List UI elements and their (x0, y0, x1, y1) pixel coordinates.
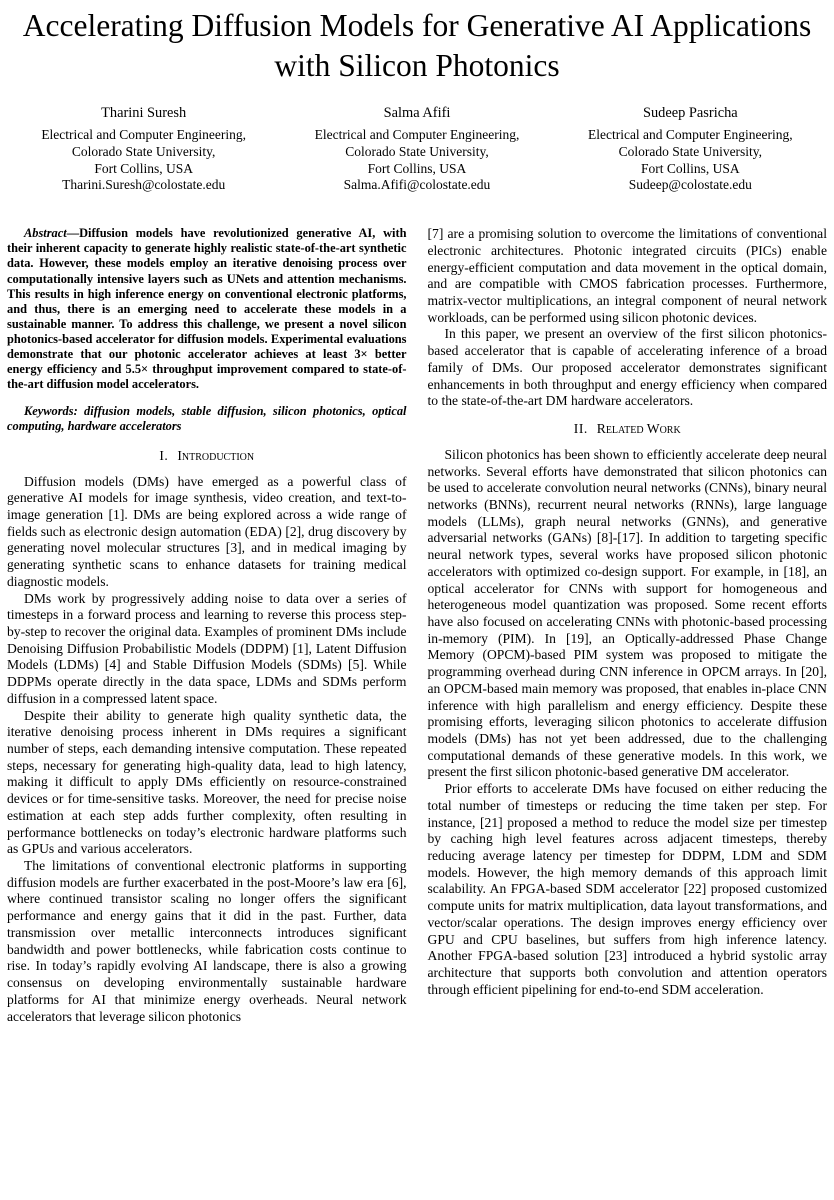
author-name: Tharini Suresh (101, 105, 187, 122)
author-name: Salma Afifi (383, 105, 451, 122)
keywords: Keywords: diffusion models, stable diffusion, silicon photonics, optical computing, hardware accelerators (7, 403, 407, 433)
intro-paragraph-4: The limitations of conventional electronic platforms in supporting diffusion models are further exacerbated in the post-Moore’s law era [6], where continued transistor scaling no longer offers the significant performance and energy gains that it did in the past. Further, data transmission over metallic interconnects introduces significant bandwidth and power bottlenecks, while fabrication costs continue to rise. In today’s rapidly evolving AI landscape, there is also a growing consensus on developing environmentally sustainable hardware platforms for AI that minimize energy overheads. Neural network accelerators that leverage silicon photonics (7, 858, 407, 1024)
author-dept: Electrical and Computer Engineering, (41, 127, 246, 143)
section-1-title: Introduction (177, 447, 255, 463)
related-work-paragraph-2: Prior efforts to accelerate DMs have focused on either reducing the total number of timesteps or reducing the time taken per step. For instance, [21] proposed a method to reduce the model size per timestep by caching high level features across adjacent timesteps, thereby reducing average latency per timestep for DDPM, LDM and SDM models. However, the high memory demands of this approach limit scalability. An FPGA-based SDM accelerator [22] proposed customized compute units for matrix multiplication, data layout transformations, and vector/scalar operations. The design improves energy efficiency over GPU and CPU baselines, but suffers from high inference latency. Another FPGA-based solution [23] introduced a hybrid systolic array architecture that supports both convolution and attention operators through efficient pipelining for end-to-end SDM acceleration. (427, 781, 827, 997)
paper-title: Accelerating Diffusion Models for Generative AI Applications with Silicon Photonics (22, 8, 812, 83)
abstract (7, 226, 407, 392)
abstract-label: Abstract (24, 226, 67, 241)
section-1-heading (7, 448, 407, 465)
author-university: Colorado State University, (71, 143, 216, 159)
author-card-1 (7, 105, 280, 194)
two-column-body (7, 226, 827, 1025)
intro-paragraph-2: DMs work by progressively adding noise to data over a series of timesteps in a forward process and learning to reverse this process step-by-step to recover the original data. Examples of prominent DMs include Denoising Diffusion Probabilistic Models (DDPM) [1], Latent Diffusion Models (LDMs) [4] and Stable Diffusion Models (SDMs) [5]. While DDPMs operate directly in the data space, LDMs and SDMs perform diffusion in a compressed latent space. (7, 590, 407, 706)
related-work-paragraph-1: Silicon photonics has been shown to efficiently accelerate deep neural networks. Several efforts have demonstrated that silicon photonics can be used to accelerate convolution neural networks (CNNs), binary neural networks (BNNs), recurrent neural networks (RNNs), large language models (LLMs), graph neural networks (GNNs), and generative adversarial networks (GANs) [8]-[17]. In addition to targeting specific neural network types, several works have proposed silicon photonic accelerators with optimized co-design support. For example, in [18], an optical accelerator for CNNs with support for homogeneous and heterogeneous model quantization was proposed. Some recent efforts have also focused on accelerating CNNs with photonic-based processing in-memory (PIM). In [19], an Optically-addressed Phase Change Memory (OPCM)-based PIM system was proposed to mitigate the programming overhead during CNN inference in OPCM arrays. In [20], an OPCM-based main memory was proposed, that enables in-place CNN inference with high parallelism and energy efficiency. Despite these promising efforts, leveraging silicon photonics to accelerate diffusion models (DMs) has not yet been addressed, due to the challenging computational demands of these generative models. In this work, we present the first silicon photonic-based generative DM accelerator. (427, 446, 827, 780)
section-2-number: II. (573, 421, 588, 437)
author-location: Fort Collins, USA (640, 160, 740, 176)
author-block (7, 105, 827, 194)
author-email: Tharini.Suresh@colostate.edu (62, 177, 226, 193)
author-university: Colorado State University, (618, 143, 763, 159)
author-location: Fort Collins, USA (367, 160, 467, 176)
section-2-title: Related Work (596, 421, 681, 437)
author-email: Salma.Afifi@colostate.edu (343, 177, 491, 193)
author-location: Fort Collins, USA (94, 160, 193, 176)
left-column (7, 226, 407, 1025)
section-2-heading (428, 421, 828, 438)
right-column (428, 226, 828, 1025)
author-card-3 (554, 105, 827, 194)
abstract-body: —Diffusion models have revolutionized generative AI, with their inherent capacity to generate highly realistic state-of-the-art synthetic data. However, these models employ an iterative denoising process over computationally intensive layers such as UNets and attention mechanisms. This results in high inference energy on conventional electronic platforms, and thus, there is an emerging need to accelerate these models in a sustainable manner. To address this challenge, we present a novel silicon photonics-based accelerator for diffusion models. Experimental evaluations demonstrate that our photonic accelerator achieves at least 3× better energy efficiency and 5.5× throughput improvement compared to state-of-the-art diffusion model accelerators. (7, 226, 407, 392)
author-card-2 (280, 105, 553, 194)
intro-paragraph-3: Despite their ability to generate high quality synthetic data, the iterative denoising process inherent in DMs requires a significant number of steps, each demanding intensive computation. These repeated steps, necessary for generating high-quality data, lead to high latency, making it difficult to apply DMs efficiently on resource-constrained devices or for time-sensitive tasks. Moreover, the need for precise noise estimation at each step adds further complexity, often resulting in performance bottlenecks on today’s electronic hardware platforms such as GPUs and various accelerators. (7, 707, 407, 857)
author-email: Sudeep@colostate.edu (628, 177, 752, 193)
author-dept: Electrical and Computer Engineering, (314, 127, 520, 143)
intro-paragraph-4-continued: [7] are a promising solution to overcome the limitations of conventional electronic architectures. Photonic integrated circuits (PICs) enable energy-efficient computation and data movement in the optical domain, and are compatible with CMOS fabrication processes. Furthermore, matrix-vector multiplications, an integral component of neural network workloads, can be performed using silicon photonic devices. (427, 226, 827, 325)
intro-paragraph-1: Diffusion models (DMs) have emerged as a powerful class of generative AI models for image synthesis, video creation, and text-to-image generation [1]. DMs are being explored across a wide range of fields such as electronic design automation (EDA) [2], drug discovery by generating novel molecular structures [3], and in medical imaging by generating synthetic scans to enhance datasets for training medical diagnostic models. (7, 473, 407, 589)
intro-paragraph-5: In this paper, we present an overview of the first silicon photonics-based accelerator that is capable of accelerating inference of a broad family of DMs. Our proposed accelerator demonstrates significant enhancements in both throughput and energy efficiency when compared to the state-of-the-art DM hardware accelerators. (427, 326, 827, 409)
author-dept: Electrical and Computer Engineering, (587, 127, 793, 143)
section-1-number: I. (159, 447, 169, 463)
author-university: Colorado State University, (345, 143, 489, 159)
author-name: Sudeep Pasricha (642, 105, 738, 122)
